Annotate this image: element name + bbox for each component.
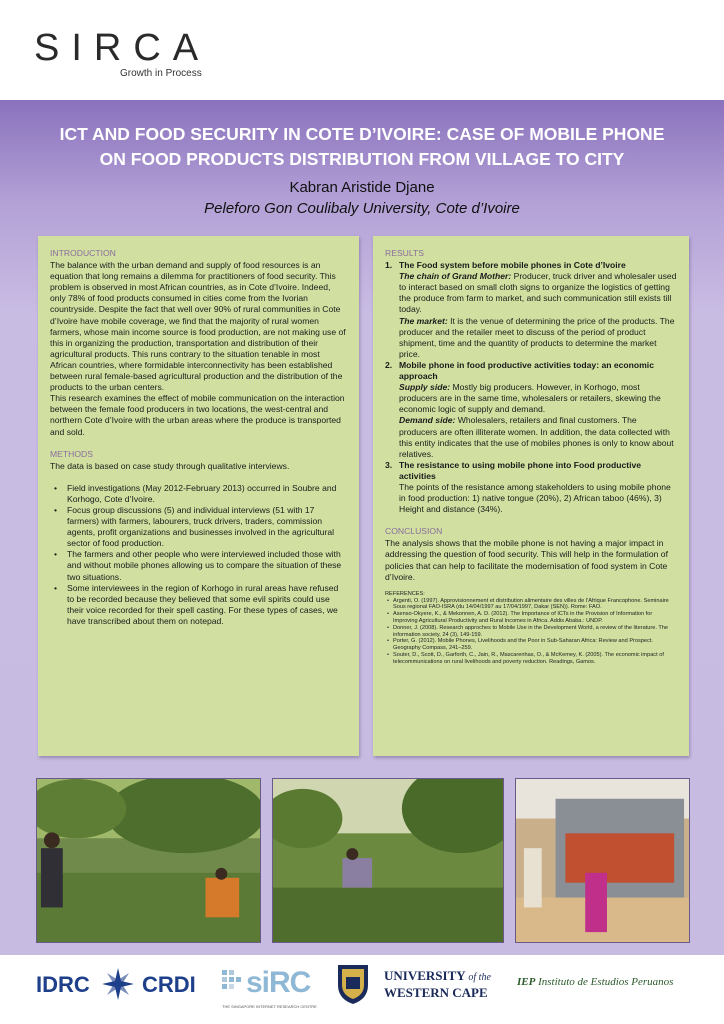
- item-paragraph: [399, 271, 677, 315]
- reference-item: • Porter, G. (2012). Mobile Phones, Livelihoods and the Poor in Sub-Saharan Africa: Review and Prospect. Geography Compass, 241–259.: [385, 638, 677, 652]
- crdi-logo-text: CRDI: [142, 972, 196, 997]
- item-title: Mobile phone in food productive activities today: an economic approach: [399, 359, 654, 382]
- uwc-university: UNIVERSITY: [384, 968, 466, 983]
- title-line-1: ICT AND FOOD SECURITY IN COTE D’IVOIRE: CASE OF MOBILE PHONE: [59, 124, 665, 144]
- uwc-name-line-1: [384, 968, 491, 984]
- introduction-paragraph-1: The balance with the urban demand and supply of food resources is an equation that long remains a dilemma for practitioners of food security. This problem is observed in most African countries, as in Cote d’Ivoire. Indeed, only 78% of food products consumed in cities come from the Ivorian countryside. Despite the fact that well over 90% of rural communities in Cote d’Ivoire have mobile coverage, we find that the majority of rural women farmers, whose main income source is food production, are not making use of this in organizing the production, transportation and distribution of their agricultural products. This runs contrary to the situation tenable in most African countries, where formidable interconnectivity has been established between rural female-based agricultural production and the distribution of the products to the urban centers.: [50, 260, 346, 393]
- item-text: Wholesalers, retailers and final customers. The producers are often illiterate women. In addition, the data collected with this entity indicates that the use of mobiles phones is only to know about relatives.: [399, 415, 674, 459]
- methods-heading: METHODS: [50, 448, 93, 459]
- uwc-crest-icon: [336, 963, 370, 1005]
- results-item-2: [385, 360, 677, 460]
- iep-abbr: IEP: [517, 976, 536, 988]
- poster-title: [20, 122, 704, 172]
- introduction-paragraph-2: This research examines the effect of mobile communication on the interaction between the female food producers in two locations, the west-central and northern Cote d’Ivoire with the urban areas where the produce is transported and sold.: [50, 393, 345, 437]
- conclusion-heading: CONCLUSION: [385, 526, 443, 537]
- conclusion-paragraph: The analysis shows that the mobile phone is not having a major impact in addressing the question of food security. This will help in the formulation of policies that can help to facilitate the modernisation of food system in Cote d’Ivoire.: [385, 538, 668, 582]
- item-paragraph: [399, 316, 677, 360]
- iep-logo-text: [517, 976, 673, 988]
- references-heading: REFERENCES:: [385, 590, 425, 597]
- poster-header: [0, 0, 724, 100]
- reference-item: • Donner, J. (2008). Research approches to Mobile Use in the Development World, a review of the literature. The information society, 24 (3), 149-159.: [385, 625, 677, 639]
- reference-item: • Argenti, O. (1997). Approvisionnement et distribution alimentaire des villes de l’Afrique Francophone. Seminaire Sous regional FAO-ISRA (du 14/04/1997 au 17/04/1997, Dakar (SEN)). Rome: FAO.: [385, 598, 677, 612]
- item-label: Demand side:: [399, 415, 456, 426]
- item-paragraph: The points of the resistance among stakeholders to using mobile phone in food production: 1) native tongue (20%), 2) African taboo (46%), 3) Height and distance (34%).: [399, 481, 671, 515]
- item-paragraph: [399, 415, 677, 459]
- item-paragraph: [399, 382, 677, 415]
- item-title: The Food system before mobile phones in Cote d’Ivoire: [399, 260, 626, 271]
- photo-field-interview: [36, 778, 261, 943]
- idrc-star-icon: [100, 966, 136, 1002]
- logo-word: SIRCA: [34, 27, 211, 69]
- item-number: 3.: [385, 459, 393, 470]
- methods-bullet-list: [50, 483, 347, 627]
- item-title: The resistance to using mobile phone into Food productive activities: [399, 459, 642, 481]
- sirc-subtitle: THE SINGAPORE INTERNET RESEARCH CENTRE: [222, 1004, 317, 1009]
- logo-tagline: Growth in Process: [120, 68, 202, 79]
- item-label: Supply side:: [399, 382, 451, 393]
- reference-item: • Asenso-Okyere, K., & Mekonnen, A. D. (2012). The Importance of ICTs in the Provision of Information for Improving Agricultural Productivity and Rural Incomes in Africa. Addis Ababa.: UNDP.: [385, 611, 677, 625]
- reference-item: • Souter, D., Scott, D., Garforth, C., Jain, R., Mascarenhas, O., & McKemey, K. (2005). The economic impact of telecommunications on rural livelihoods and poverty reduction. Readings, Gamos.: [385, 652, 677, 666]
- photo-women-farming: [272, 778, 504, 943]
- item-text: Mostly big producers. However, in Korhogo, most producers are in the same time, wholesalers or retailers, skewing the economic logic of supply and demand.: [399, 382, 661, 415]
- references-list: [385, 598, 677, 666]
- methods-bullet-item: • Some interviewees in the region of Korhogo in rural areas have refused to be recorded because they believed that some evil spirits could use their voice recorded for their spell casting. For these types of cases, we have transcribed about them on notepad.: [50, 583, 347, 627]
- item-label: The market:: [399, 315, 448, 326]
- item-number: 2.: [385, 359, 393, 370]
- uwc-name-line-2: WESTERN CAPE: [384, 985, 488, 1000]
- photo-truck-loading: [515, 778, 690, 943]
- references-block: [385, 591, 677, 666]
- methods-bullet-item: • The farmers and other people who were interviewed included those with and without mobile phones allowing us to compare the situation of these two situations.: [50, 549, 347, 582]
- sirca-logo-icon: [34, 26, 234, 82]
- results-heading: RESULTS: [385, 248, 424, 258]
- item-number: 1.: [385, 260, 393, 271]
- iep-name: Instituto de Estudios Peruanos: [535, 976, 674, 988]
- methods-bullet-item: • Field investigations (May 2012-February 2013) occurred in Soubre and Korhogo, Cote d’Ivoire.: [50, 483, 347, 505]
- uwc-of-the: of the: [468, 972, 491, 983]
- left-content-panel: [38, 236, 359, 756]
- right-content-panel: [373, 236, 689, 756]
- author-affiliation: Peleforo Gon Coulibaly University, Cote d’Ivoire: [204, 200, 520, 217]
- methods-paragraph: The data is based on case study through qualitative interviews.: [50, 460, 290, 471]
- results-item-1: [385, 260, 677, 360]
- methods-bullet-item: • Focus group discussions (5) and individual interviews (51 with 17 farmers) with farmers, labourers, truck drivers, traders, commission agents, profit organizations and businesses involved in the agricultural sector of food production.: [50, 505, 347, 549]
- item-text: Producer, truck driver and wholesaler used to interact based on small cloth signs to organize the logistics of getting the produce from farm to market, and such communication still exists till today.: [399, 271, 677, 315]
- item-text: It is the venue of determining the price of the products. The producer and the retailer meet to discuss of the period of product shipment, time and the quantity of products to determine the market price.: [399, 315, 675, 359]
- introduction-heading: INTRODUCTION: [50, 248, 116, 258]
- sirc-logo-text: siRC: [246, 966, 311, 999]
- idrc-logo-text: IDRC: [36, 972, 90, 997]
- item-label: The chain of Grand Mother:: [399, 271, 512, 282]
- author-name: Kabran Aristide Djane: [289, 179, 435, 196]
- title-line-2: ON FOOD PRODUCTS DISTRIBUTION FROM VILLAGE TO CITY: [99, 149, 625, 169]
- results-item-3: [385, 460, 677, 515]
